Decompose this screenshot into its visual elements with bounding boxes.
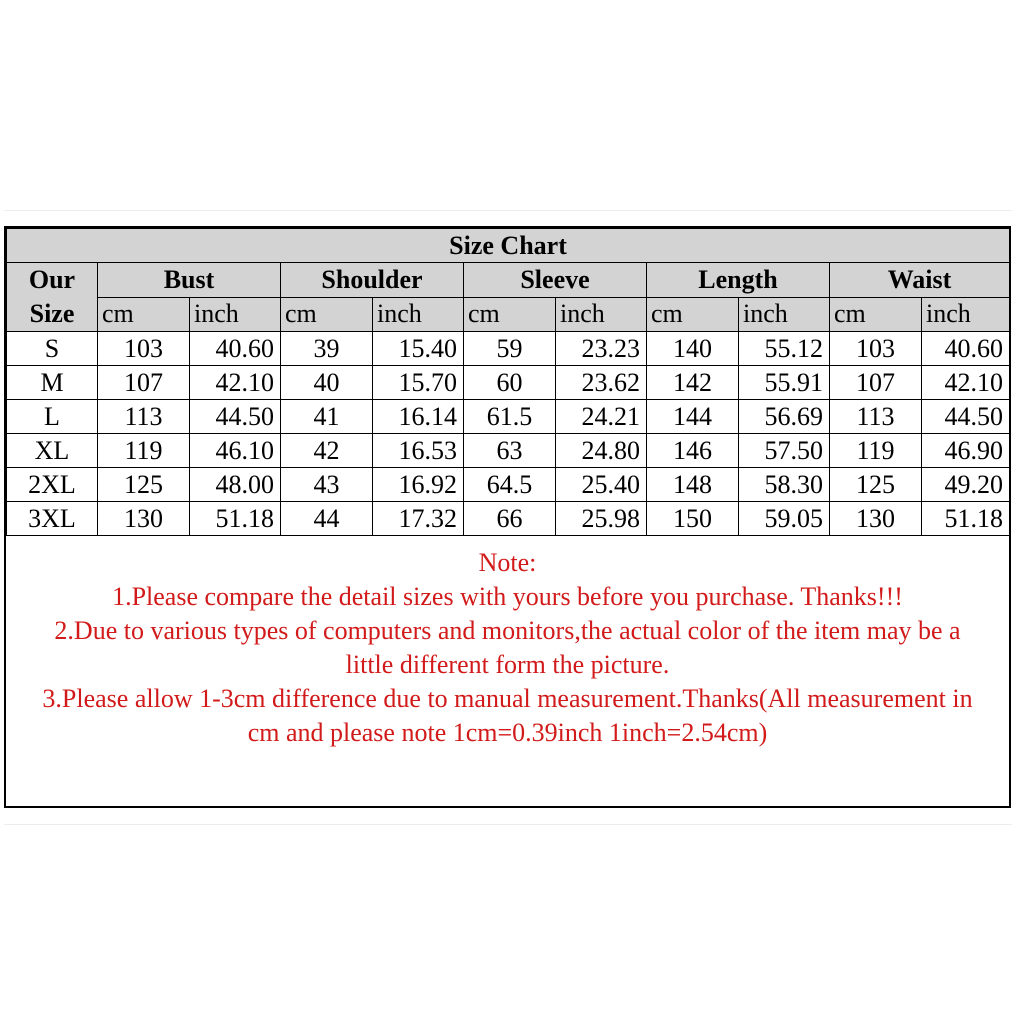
title-row (7, 229, 1010, 263)
table-cell: 140 (647, 332, 739, 366)
table-cell: 103 (98, 332, 190, 366)
note-line-3a: 3.Please allow 1-3cm difference due to manual measurement.Thanks(All measurement in (42, 684, 973, 713)
table-cell: 66 (464, 502, 556, 536)
table-cell: 16.14 (373, 400, 464, 434)
size-chart-sheet (4, 226, 1011, 808)
table-cell: 113 (830, 400, 922, 434)
size-label-cell: 3XL (7, 502, 98, 536)
table-cell: 40 (281, 366, 373, 400)
table-cell: 130 (98, 502, 190, 536)
table-cell: 61.5 (464, 400, 556, 434)
table-cell: 42 (281, 434, 373, 468)
table-cell: 130 (830, 502, 922, 536)
size-label-cell: S (7, 332, 98, 366)
table-cell: 39 (281, 332, 373, 366)
table-row (7, 332, 1010, 366)
unit-header-row (7, 297, 1010, 332)
table-row (7, 434, 1010, 468)
table-cell: 24.21 (556, 400, 647, 434)
table-cell: 51.18 (922, 502, 1010, 536)
table-cell: 44.50 (922, 400, 1010, 434)
table-cell: 51.18 (190, 502, 281, 536)
table-cell: 42.10 (922, 366, 1010, 400)
unit-cm: cm (464, 297, 556, 332)
table-cell: 16.53 (373, 434, 464, 468)
our-size-line-1: Our (28, 265, 76, 294)
table-cell: 44.50 (190, 400, 281, 434)
table-row (7, 400, 1010, 434)
table-cell: 148 (647, 468, 739, 502)
group-header-bust: Bust (98, 263, 281, 298)
size-label-cell: M (7, 366, 98, 400)
table-cell: 103 (830, 332, 922, 366)
notes-block (6, 546, 1009, 750)
size-chart-body (7, 229, 1010, 536)
table-row (7, 468, 1010, 502)
table-cell: 25.98 (556, 502, 647, 536)
our-size-line-2: Size (29, 299, 75, 328)
table-cell: 40.60 (922, 332, 1010, 366)
table-cell: 55.91 (739, 366, 830, 400)
unit-inch: inch (373, 297, 464, 332)
unit-cm: cm (830, 297, 922, 332)
table-cell: 125 (830, 468, 922, 502)
table-cell: 40.60 (190, 332, 281, 366)
sheet-gridline-bottom (4, 806, 1012, 825)
size-label-cell: 2XL (7, 468, 98, 502)
note-line-1: 1.Please compare the detail sizes with yours before you purchase. Thanks!!! (112, 582, 903, 611)
table-cell: 144 (647, 400, 739, 434)
table-cell: 43 (281, 468, 373, 502)
size-label-cell: L (7, 400, 98, 434)
unit-cm: cm (647, 297, 739, 332)
note-line-2b: little different form the picture. (345, 650, 670, 679)
table-cell: 142 (647, 366, 739, 400)
table-cell: 48.00 (190, 468, 281, 502)
unit-inch: inch (190, 297, 281, 332)
note-line-2a: 2.Due to various types of computers and monitors,the actual color of the item may be a (54, 616, 961, 645)
note-line-3b: cm and please note 1cm=0.39inch 1inch=2.54cm) (247, 718, 768, 747)
size-label-cell: XL (7, 434, 98, 468)
table-cell: 23.23 (556, 332, 647, 366)
table-cell: 16.92 (373, 468, 464, 502)
table-cell: 57.50 (739, 434, 830, 468)
table-cell: 46.10 (190, 434, 281, 468)
table-cell: 41 (281, 400, 373, 434)
group-header-row (7, 263, 1010, 298)
table-cell: 15.40 (373, 332, 464, 366)
unit-inch: inch (922, 297, 1010, 332)
unit-inch: inch (556, 297, 647, 332)
table-cell: 44 (281, 502, 373, 536)
table-cell: 49.20 (922, 468, 1010, 502)
table-cell: 125 (98, 468, 190, 502)
table-cell: 119 (98, 434, 190, 468)
unit-cm: cm (98, 297, 190, 332)
table-cell: 113 (98, 400, 190, 434)
table-cell: 60 (464, 366, 556, 400)
table-cell: 46.90 (922, 434, 1010, 468)
table-cell: 17.32 (373, 502, 464, 536)
table-cell: 56.69 (739, 400, 830, 434)
chart-title: Size Chart (7, 229, 1010, 263)
table-cell: 107 (98, 366, 190, 400)
table-cell: 55.12 (739, 332, 830, 366)
table-cell: 59 (464, 332, 556, 366)
unit-inch: inch (739, 297, 830, 332)
note-heading: Note: (478, 548, 537, 577)
table-cell: 119 (830, 434, 922, 468)
table-cell: 25.40 (556, 468, 647, 502)
table-cell: 146 (647, 434, 739, 468)
table-cell: 58.30 (739, 468, 830, 502)
table-cell: 42.10 (190, 366, 281, 400)
our-size-header (7, 263, 98, 332)
unit-cm: cm (281, 297, 373, 332)
table-cell: 23.62 (556, 366, 647, 400)
group-header-waist: Waist (830, 263, 1010, 298)
table-row (7, 366, 1010, 400)
table-cell: 107 (830, 366, 922, 400)
table-cell: 63 (464, 434, 556, 468)
table-cell: 24.80 (556, 434, 647, 468)
group-header-length: Length (647, 263, 830, 298)
table-cell: 150 (647, 502, 739, 536)
size-chart-table (6, 228, 1010, 536)
group-header-shoulder: Shoulder (281, 263, 464, 298)
table-cell: 59.05 (739, 502, 830, 536)
table-row (7, 502, 1010, 536)
group-header-sleeve: Sleeve (464, 263, 647, 298)
table-cell: 15.70 (373, 366, 464, 400)
table-cell: 64.5 (464, 468, 556, 502)
